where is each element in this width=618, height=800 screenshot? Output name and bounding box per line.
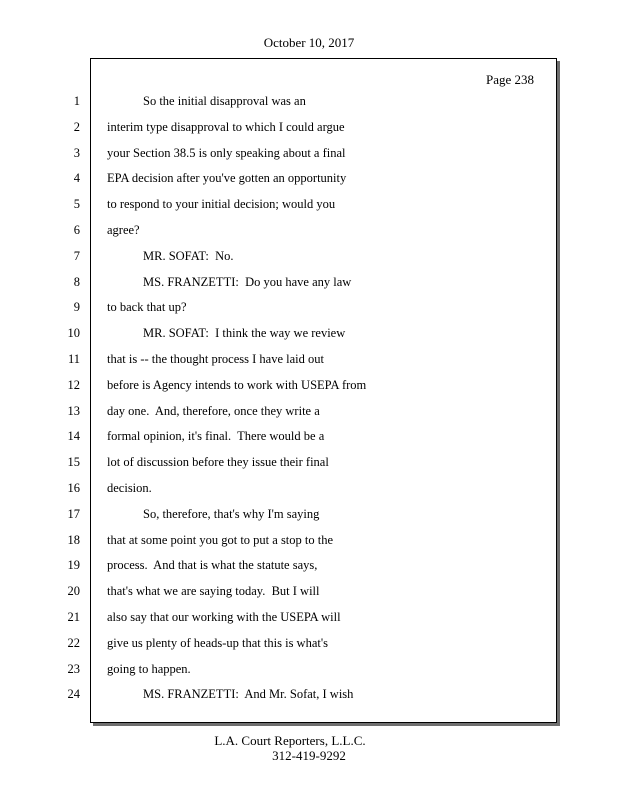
transcript-date: October 10, 2017 xyxy=(263,35,355,50)
line-number: 16 xyxy=(67,480,80,495)
line-number: 17 xyxy=(67,506,80,521)
line-number: 23 xyxy=(67,661,80,676)
line-number: 21 xyxy=(67,609,80,624)
transcript-line: agree? xyxy=(107,222,140,237)
transcript-line: So the initial disapproval was an xyxy=(143,94,306,108)
transcript-line: that is -- the thought process I have laid out xyxy=(107,351,324,366)
transcript-line: MS. FRANZETTI: Do you have any law xyxy=(143,274,352,289)
transcript-line: decision. xyxy=(107,480,152,495)
line-number-column xyxy=(40,93,80,712)
transcript-line: going to happen. xyxy=(107,661,191,676)
transcript-line: to back that up? xyxy=(107,300,187,315)
transcript-line: also say that our working with the USEPA will xyxy=(107,609,341,624)
line-number: 14 xyxy=(67,429,80,444)
transcript-line: day one. And, therefore, once they write a xyxy=(107,403,320,418)
court-reporter-name: L.A. Court Reporters, L.L.C. xyxy=(214,733,366,748)
transcript-line: your Section 38.5 is only speaking about a final xyxy=(107,145,346,160)
page-number: Page 238 xyxy=(485,72,534,87)
transcript-line: MR. SOFAT: I think the way we review xyxy=(143,326,346,341)
line-number: 19 xyxy=(67,558,80,573)
line-number: 4 xyxy=(73,171,80,186)
transcript-line: give us plenty of heads-up that this is what's xyxy=(107,635,328,650)
line-number: 13 xyxy=(67,403,80,418)
transcript-line: MS. FRANZETTI: And Mr. Sofat, I wish xyxy=(143,687,354,702)
transcript-line: So, therefore, that's why I'm saying xyxy=(143,506,320,521)
line-number: 2 xyxy=(73,119,80,134)
transcript-line: to respond to your initial decision; would you xyxy=(107,197,336,212)
court-reporter-phone: 312-419-9292 xyxy=(272,748,346,763)
transcript-line: interim type disapproval to which I could argue xyxy=(107,119,345,134)
line-number: 8 xyxy=(73,274,80,289)
line-number: 18 xyxy=(67,532,80,547)
line-number: 12 xyxy=(67,377,80,392)
line-number: 7 xyxy=(73,248,80,263)
line-number: 6 xyxy=(73,222,80,237)
line-number: 3 xyxy=(73,145,80,160)
transcript-line: formal opinion, it's final. There would be a xyxy=(107,429,325,444)
transcript-line: MR. SOFAT: No. xyxy=(143,248,234,263)
line-number: 11 xyxy=(67,351,80,366)
transcript-line: that's what we are saying today. But I will xyxy=(107,584,320,599)
line-number: 20 xyxy=(67,584,80,599)
transcript-text xyxy=(107,93,547,712)
line-number: 15 xyxy=(67,455,80,470)
line-number: 10 xyxy=(67,326,80,341)
line-number: 1 xyxy=(73,94,80,108)
line-number: 24 xyxy=(67,687,80,702)
transcript-line: lot of discussion before they issue their final xyxy=(107,455,329,470)
line-number: 9 xyxy=(73,300,80,315)
line-number: 5 xyxy=(73,197,80,212)
transcript-line: that at some point you got to put a stop to the xyxy=(107,532,334,547)
transcript-line: process. And that is what the statute says, xyxy=(107,558,318,573)
transcript-line: EPA decision after you've gotten an opportunity xyxy=(107,171,347,186)
line-number: 22 xyxy=(67,635,80,650)
transcript-line: before is Agency intends to work with USEPA from xyxy=(107,377,367,392)
